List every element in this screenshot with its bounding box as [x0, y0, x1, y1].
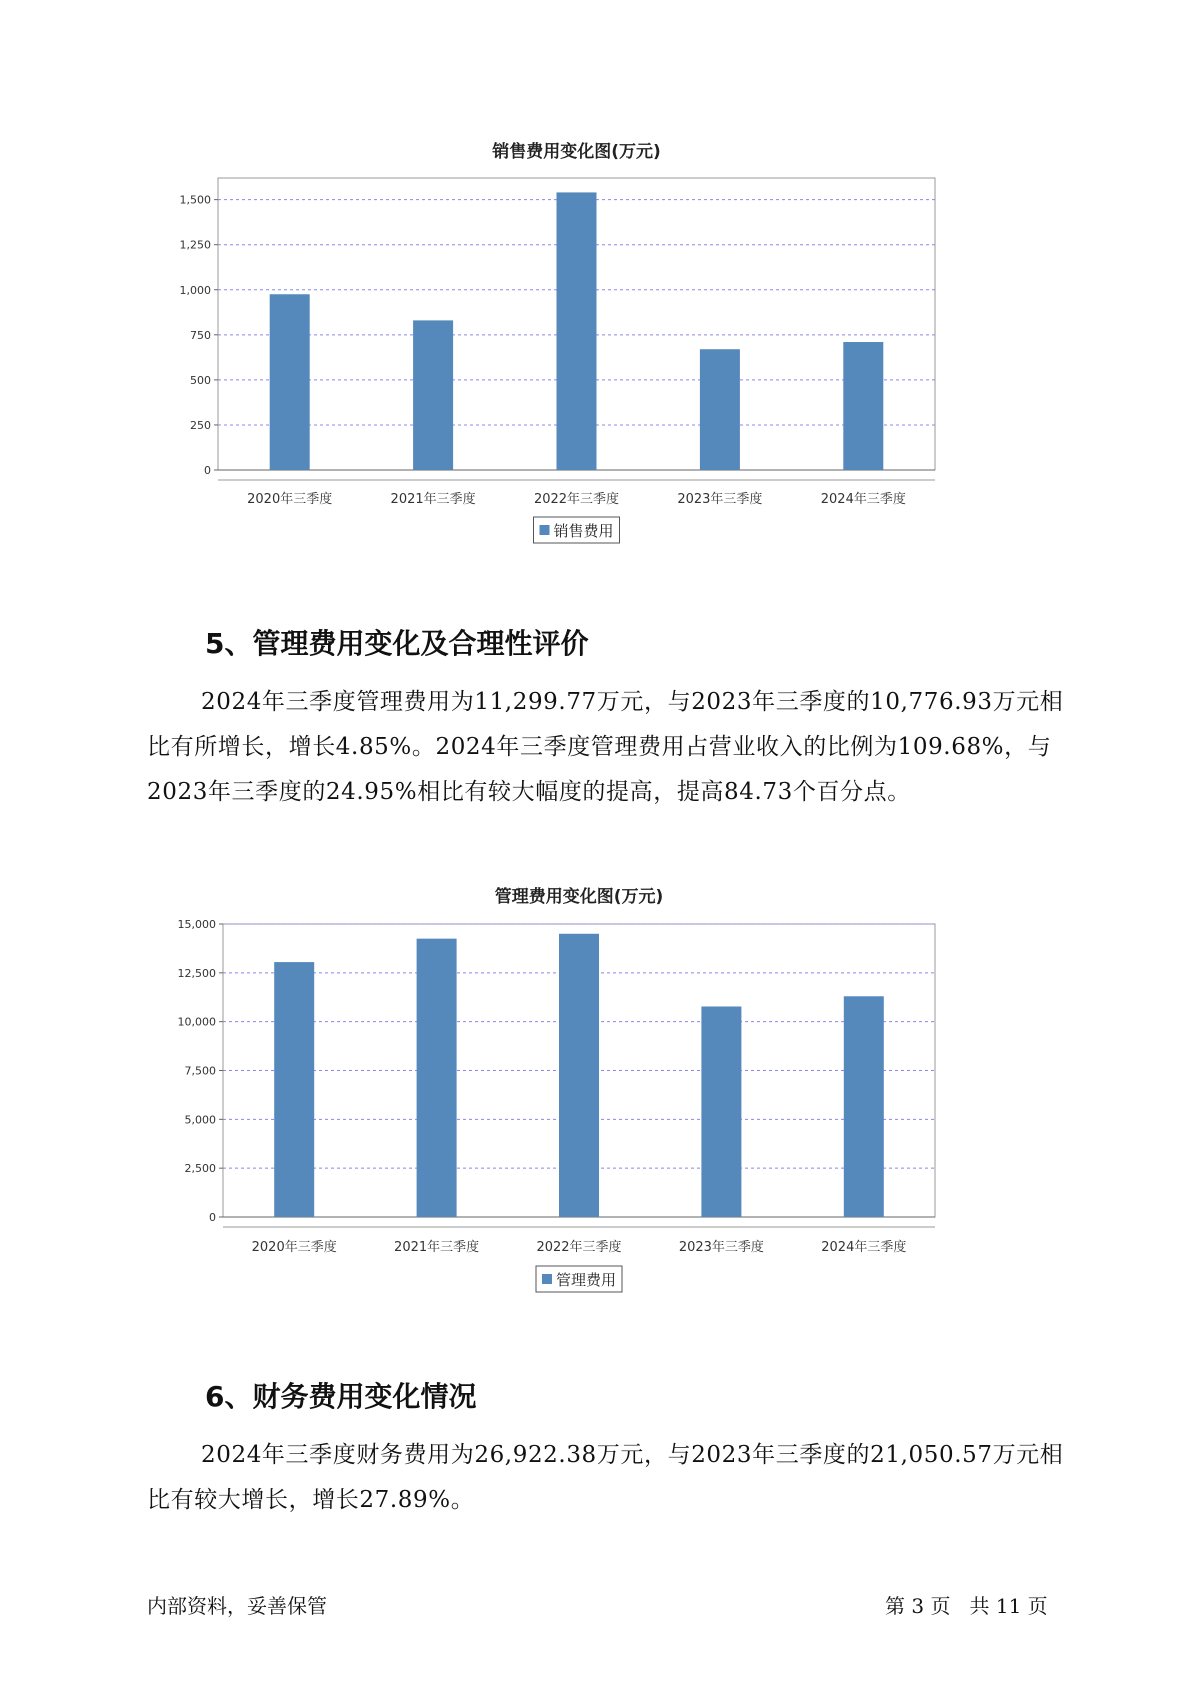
chart-title: 销售费用变化图(万元) — [492, 142, 661, 162]
y-tick-label: 7,500 — [184, 1064, 216, 1078]
legend-label: 销售费用 — [553, 522, 614, 540]
x-category-label: 2021年三季度 — [390, 492, 476, 507]
y-tick-label: 250 — [190, 418, 211, 432]
x-category-label: 2022年三季度 — [536, 1240, 622, 1255]
x-category-label: 2023年三季度 — [678, 1240, 764, 1255]
y-tick-label: 500 — [190, 373, 211, 387]
bar — [274, 962, 314, 1217]
y-tick-label: 0 — [204, 464, 211, 477]
y-tick-label: 750 — [190, 328, 211, 342]
x-category-label: 2021年三季度 — [394, 1240, 480, 1255]
x-category-label: 2020年三季度 — [251, 1240, 337, 1255]
legend-swatch — [542, 1274, 552, 1284]
section5-heading: 5、管理费用变化及合理性评价 — [205, 627, 589, 660]
bar — [559, 934, 599, 1217]
y-tick-label: 1,000 — [179, 283, 211, 297]
x-category-label: 2023年三季度 — [677, 492, 763, 507]
legend-swatch — [540, 525, 550, 535]
footer-confidential-note: 内部资料，妥善保管 — [147, 1594, 327, 1618]
y-tick-label: 0 — [209, 1211, 216, 1224]
section6-heading: 6、财务费用变化情况 — [205, 1380, 477, 1413]
bar — [270, 294, 310, 470]
bar — [844, 996, 884, 1217]
admin-expense-chart-svg — [145, 880, 1035, 1310]
x-category-label: 2024年三季度 — [821, 1240, 907, 1255]
y-tick-label: 15,000 — [177, 918, 216, 931]
y-tick-label: 1,250 — [179, 238, 211, 252]
y-tick-label: 12,500 — [177, 966, 216, 980]
section5-paragraph: 2024年三季度管理费用为11,299.77万元，与2023年三季度的10,776.93万元相比有所增长，增长4.85%。2024年三季度管理费用占营业收入的比例为109.68%，与2023年三季度的24.95%相比有较大幅度的提高，提高84.73个百分点。 — [147, 689, 1064, 805]
y-tick-label: 2,500 — [184, 1162, 216, 1176]
x-category-label: 2020年三季度 — [247, 492, 333, 507]
bar — [843, 342, 883, 470]
bar — [700, 349, 740, 470]
sales-expense-chart-svg — [145, 135, 1035, 555]
bar — [417, 939, 457, 1217]
bar — [413, 320, 453, 470]
y-tick-label: 5,000 — [184, 1113, 216, 1127]
x-category-label: 2024年三季度 — [820, 492, 906, 507]
admin-expense-chart — [145, 880, 1035, 1310]
footer-page-number: 第 3 页 共 11 页 — [885, 1594, 1048, 1618]
bar — [557, 192, 597, 470]
x-category-label: 2022年三季度 — [533, 492, 620, 507]
legend-label: 管理费用 — [556, 1271, 617, 1289]
sales-expense-chart — [145, 135, 1035, 555]
chart-title: 管理费用变化图(万元) — [494, 887, 664, 907]
section6-paragraph: 2024年三季度财务费用为26,922.38万元，与2023年三季度的21,050.57万元相比有较大增长，增长27.89%。 — [147, 1442, 1064, 1513]
bar — [701, 1006, 741, 1217]
y-tick-label: 10,000 — [177, 1015, 216, 1029]
y-tick-label: 1,500 — [179, 193, 211, 207]
